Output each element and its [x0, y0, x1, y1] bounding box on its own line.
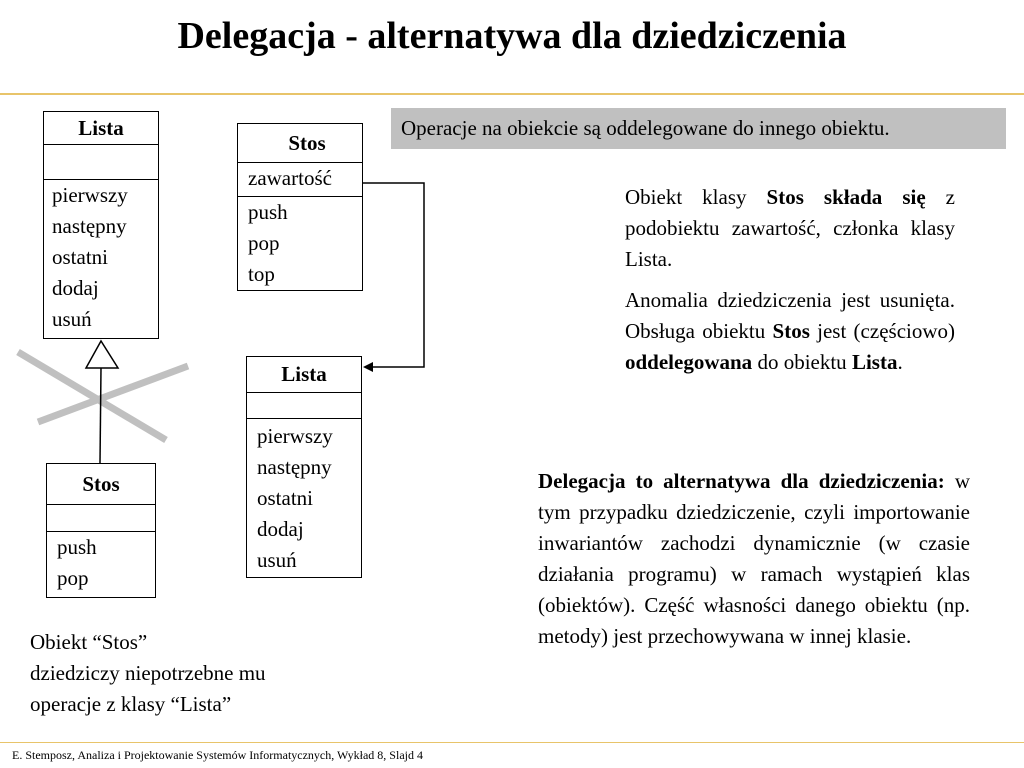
class-name-lista-left: Lista	[44, 112, 158, 145]
callout-delegation: Operacje na obiekcie są oddelegowane do innego obiektu.	[391, 108, 1006, 149]
class-name-stos-center: Stos	[238, 124, 362, 163]
attribute-zawartosc: zawartość	[238, 163, 362, 197]
slide-footer: E. Stemposz, Analiza i Projektowanie Systemów Informatycznych, Wykład 8, Slajd 4	[12, 748, 423, 762]
operation-item: usuń	[52, 307, 92, 331]
operation-item: pop	[248, 231, 280, 255]
operation-item: dodaj	[257, 517, 304, 541]
slide-title: Delegacja - alternatywa dla dziedziczenia	[177, 15, 847, 57]
inheritance-triangle-icon	[86, 341, 118, 368]
inheritance-line	[100, 368, 101, 463]
operation-item: pop	[57, 566, 89, 590]
delegation-definition: Delegacja to alternatywa dla dziedziczenia: w tym przypadku dziedziczenie, czyli importowanie inwariantów zachodzi dynamicznie (w czasie działania programu) w ramach wystąpień klas (obiektów). Część własności danego obiektu (np. metody) jest przechowywana w innej klasie.	[538, 469, 971, 648]
operation-item: push	[248, 200, 288, 224]
operation-item: pierwszy	[52, 183, 128, 207]
operation-item: usuń	[257, 548, 297, 572]
paragraph-anomaly: Anomalia dziedziczenia jest usunięta. Obsługa obiektu Stos jest (częściowo) oddelegowana do obiektu Lista.	[625, 288, 956, 374]
operation-item: pierwszy	[257, 424, 333, 448]
footer-divider	[0, 742, 1024, 743]
description-block	[625, 182, 955, 378]
operation-item: ostatni	[52, 245, 108, 269]
operation-item: następny	[52, 214, 127, 238]
paragraph-composition: Obiekt klasy Stos składa się z podobiektu zawartość, członka klasy Lista.	[625, 185, 956, 271]
class-name-stos-left: Stos	[47, 464, 155, 505]
operation-item: top	[248, 262, 275, 286]
operation-item: ostatni	[257, 486, 313, 510]
operation-item: push	[57, 535, 97, 559]
class-name-lista-center: Lista	[247, 357, 361, 393]
note-inheritance-problem: Obiekt “Stos” dziedziczy niepotrzebne mu operacje z klasy “Lista”	[30, 630, 266, 716]
operation-item: następny	[257, 455, 332, 479]
operation-item: dodaj	[52, 276, 99, 300]
delegation-line	[363, 183, 424, 367]
arrowhead-icon	[363, 362, 373, 372]
